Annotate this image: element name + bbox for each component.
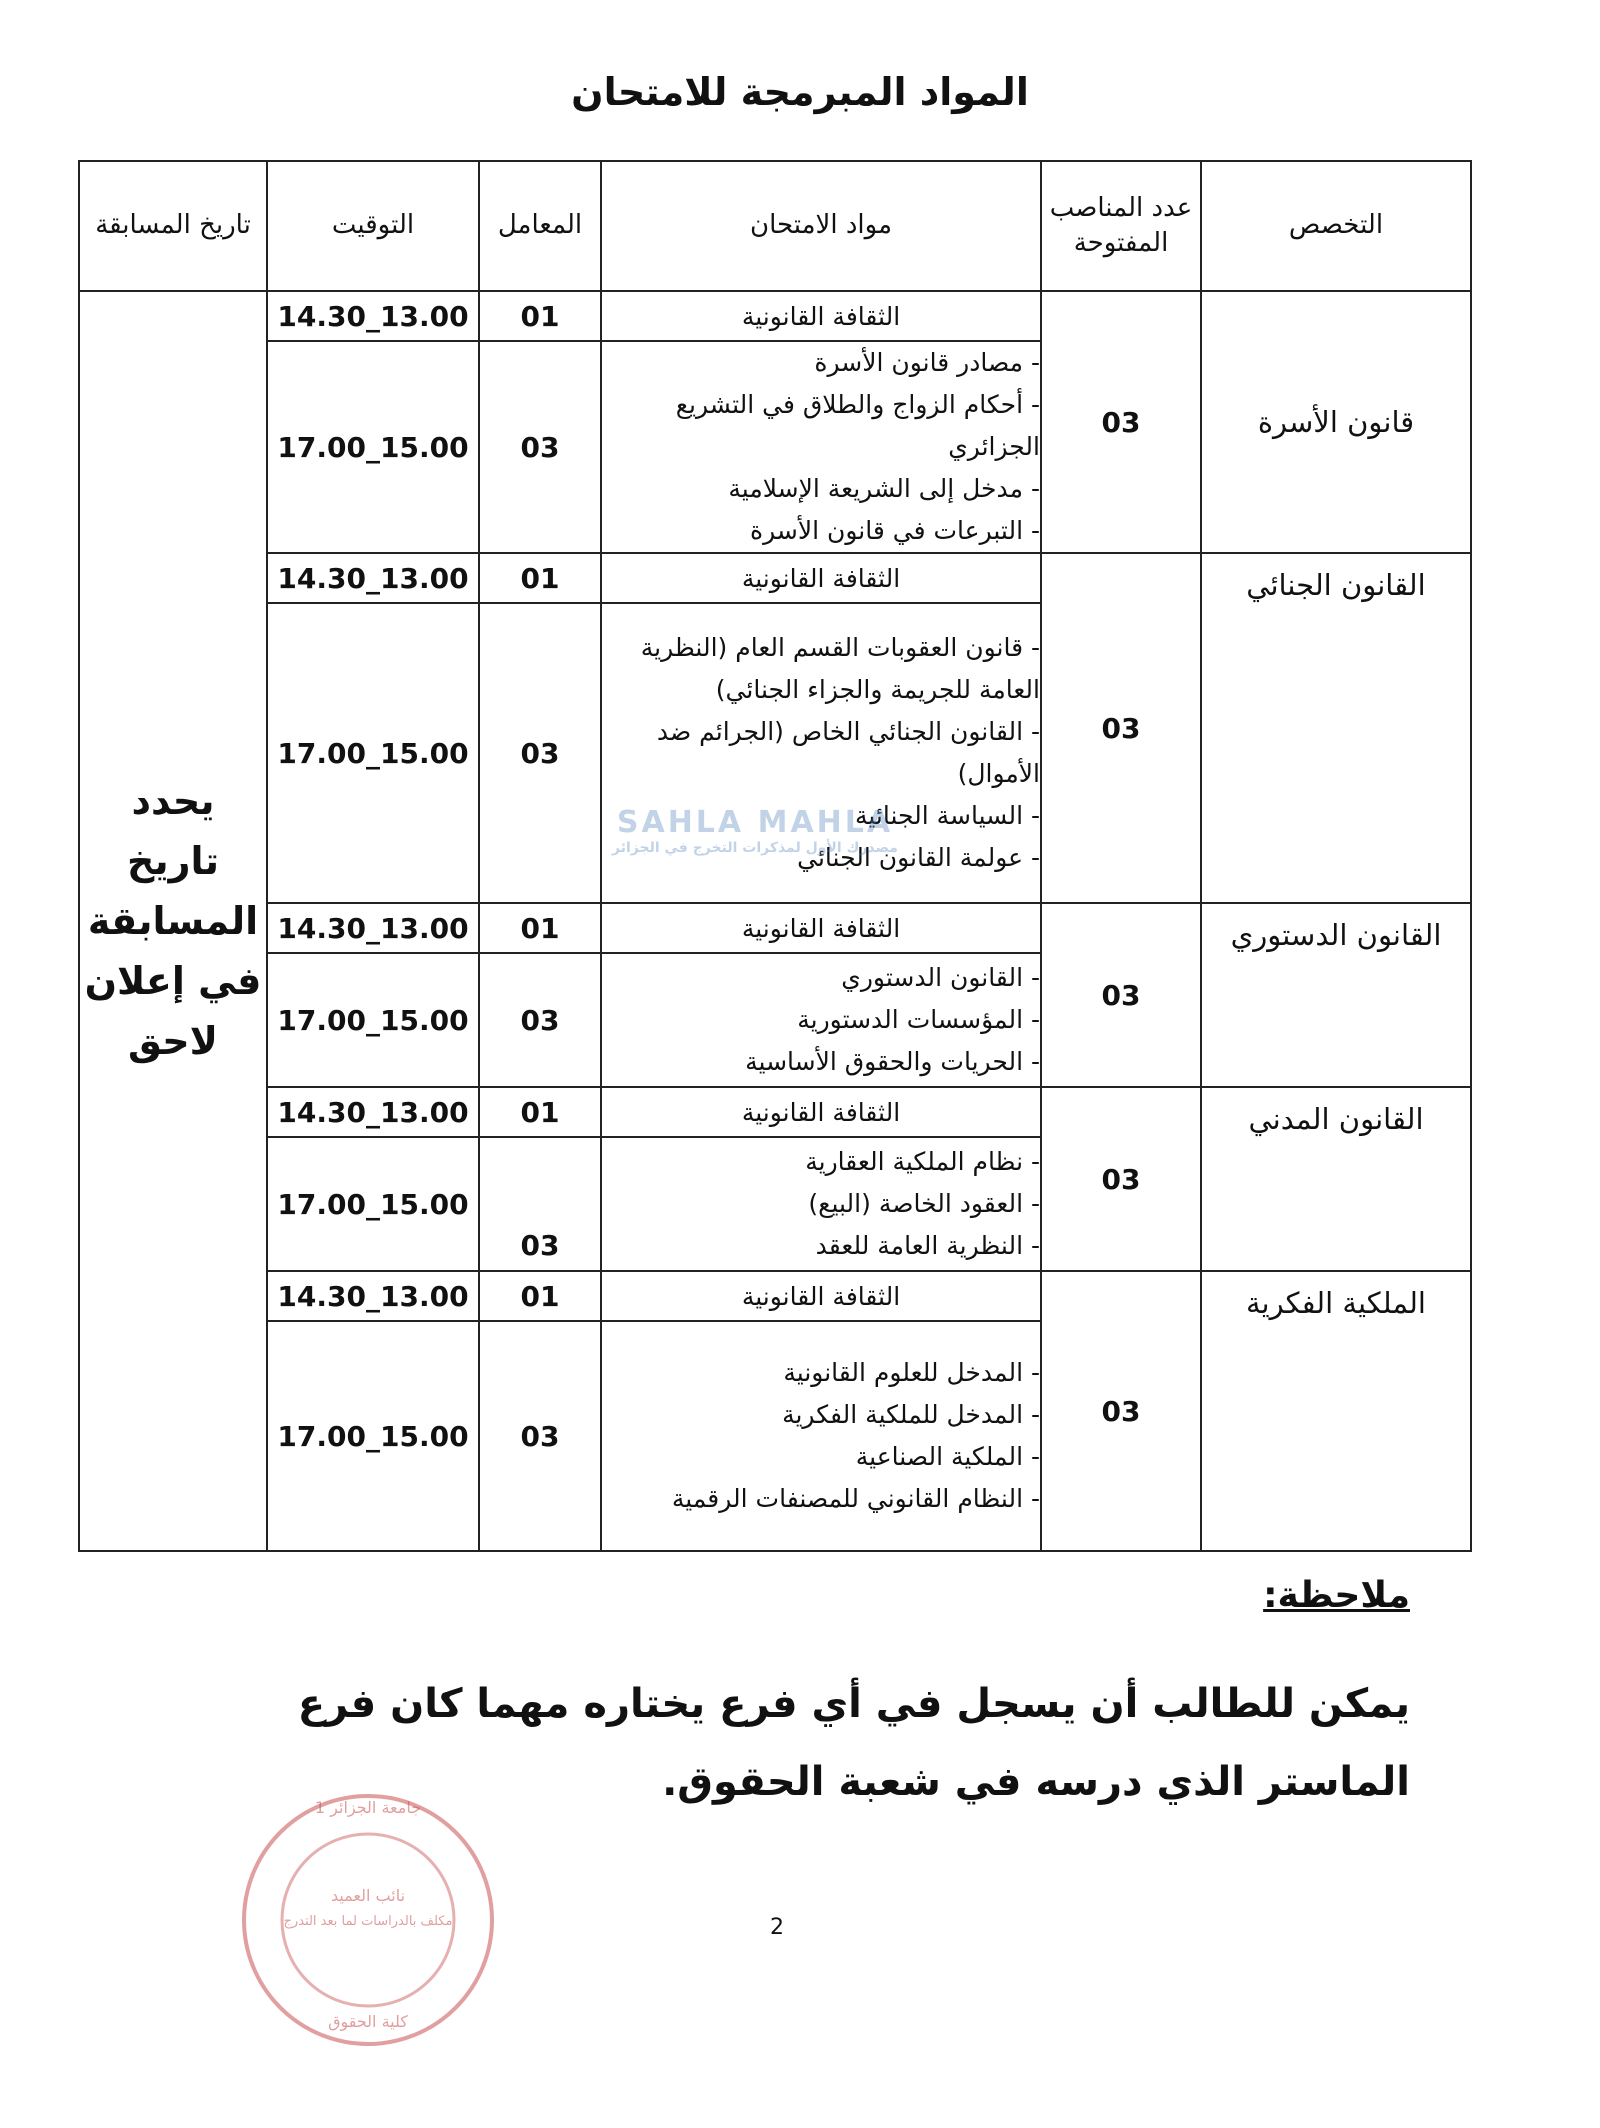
table-row xyxy=(79,291,1471,341)
specialty-cell: القانون الجنائي xyxy=(1201,553,1471,903)
list-item: - النظام القانوني للمصنفات الرقمية xyxy=(602,1478,1040,1520)
note-label: ملاحظة: xyxy=(1263,1575,1410,1616)
list-item: - الحريات والحقوق الأساسية xyxy=(602,1041,1040,1083)
posts-cell: 03 xyxy=(1041,903,1201,1087)
watermark xyxy=(590,805,920,856)
stamp-text: مكلف بالدراسات لما بعد التدرج xyxy=(283,1914,453,1929)
page-number: 2 xyxy=(770,1915,784,1940)
list-item: - السياسة الجنائية xyxy=(602,795,1040,837)
coef-cell: 01 xyxy=(479,553,601,603)
list-item: - مدخل إلى الشريعة الإسلامية xyxy=(602,468,1040,510)
common-subject-cell: الثقافة القانونية xyxy=(601,1087,1041,1137)
posts-cell: 03 xyxy=(1041,1271,1201,1551)
common-subject-cell: الثقافة القانونية xyxy=(601,553,1041,603)
time-cell: 14.30_13.00 xyxy=(267,1087,479,1137)
time-cell: 17.00_15.00 xyxy=(267,1321,479,1551)
stamp-text: جامعة الجزائر 1 xyxy=(314,1798,422,1817)
exam-table xyxy=(78,160,1472,1552)
table-row xyxy=(79,903,1471,953)
note-text: يمكن للطالب أن يسجل في أي فرع يختاره مهما كان فرع الماستر الذي درسه في شعبة الحقوق. xyxy=(297,1681,1410,1805)
coef-cell: 01 xyxy=(479,1271,601,1321)
list-item: - القانون الدستوري xyxy=(602,957,1040,999)
time-cell: 17.00_15.00 xyxy=(267,953,479,1087)
common-subject-cell: الثقافة القانونية xyxy=(601,903,1041,953)
time-cell: 17.00_15.00 xyxy=(267,341,479,553)
list-item: - القانون الجنائي الخاص (الجرائم ضد الأموال) xyxy=(602,711,1040,795)
header-coefficient: المعامل xyxy=(479,161,601,291)
table-row xyxy=(79,553,1471,603)
subject-list-cell xyxy=(601,603,1041,903)
page-title: المواد المبرمجة للامتحان xyxy=(571,70,1029,114)
list-item: - التبرعات في قانون الأسرة xyxy=(602,510,1040,552)
header-specialty: التخصص xyxy=(1201,161,1471,291)
posts-cell: 03 xyxy=(1041,291,1201,553)
header-date: تاريخ المسابقة xyxy=(79,161,267,291)
header-timing: التوقيت xyxy=(267,161,479,291)
coef-cell: 03 xyxy=(479,341,601,553)
time-cell: 14.30_13.00 xyxy=(267,1271,479,1321)
time-cell: 14.30_13.00 xyxy=(267,291,479,341)
coef-cell: 03 xyxy=(479,953,601,1087)
list-item: - المدخل للملكية الفكرية xyxy=(602,1394,1040,1436)
coef-cell: 03 xyxy=(479,1321,601,1551)
watermark-subtitle: مصدرك الأول لمذكرات التخرج في الجزائر xyxy=(612,840,898,856)
common-subject-cell: الثقافة القانونية xyxy=(601,1271,1041,1321)
list-item: - الملكية الصناعية xyxy=(602,1436,1040,1478)
list-item: - المدخل للعلوم القانونية xyxy=(602,1352,1040,1394)
list-item: - مصادر قانون الأسرة xyxy=(602,342,1040,384)
subject-list-cell xyxy=(601,1137,1041,1271)
time-cell: 17.00_15.00 xyxy=(267,603,479,903)
header-open-posts: عدد المناصب المفتوحة xyxy=(1041,161,1201,291)
coef-cell: 03 xyxy=(479,603,601,903)
time-cell: 17.00_15.00 xyxy=(267,1137,479,1271)
table-row xyxy=(79,1087,1471,1137)
common-subject-cell: الثقافة القانونية xyxy=(601,291,1041,341)
posts-cell: 03 xyxy=(1041,553,1201,903)
coef-cell: 01 xyxy=(479,903,601,953)
university-stamp xyxy=(238,1790,498,2050)
specialty-cell: الملكية الفكرية xyxy=(1201,1271,1471,1551)
subject-list-cell xyxy=(601,341,1041,553)
subject-list-cell xyxy=(601,953,1041,1087)
coef-cell: 01 xyxy=(479,1087,601,1137)
list-item: - العقود الخاصة (البيع) xyxy=(602,1183,1040,1225)
stamp-text: نائب العميد xyxy=(330,1886,406,1905)
table-header-row xyxy=(79,161,1471,291)
specialty-cell: قانون الأسرة xyxy=(1201,291,1471,553)
header-subjects: مواد الامتحان xyxy=(601,161,1041,291)
coef-cell: 03 xyxy=(479,1137,601,1271)
list-item: - قانون العقوبات القسم العام (النظرية العامة للجريمة والجزاء الجنائي) xyxy=(602,627,1040,711)
stamp-text: كلية الحقوق xyxy=(328,2012,408,2031)
table-row xyxy=(79,1271,1471,1321)
posts-cell: 03 xyxy=(1041,1087,1201,1271)
list-item: - نظام الملكية العقارية xyxy=(602,1141,1040,1183)
subject-list-cell xyxy=(601,1321,1041,1551)
specialty-cell: القانون الدستوري xyxy=(1201,903,1471,1087)
list-item: - أحكام الزواج والطلاق في التشريع الجزائري xyxy=(602,384,1040,468)
list-item: - المؤسسات الدستورية xyxy=(602,999,1040,1041)
list-item: - النظرية العامة للعقد xyxy=(602,1225,1040,1267)
list-item: - عولمة القانون الجنائي xyxy=(602,837,1040,879)
time-cell: 14.30_13.00 xyxy=(267,553,479,603)
date-cell: يحدد تاريخ المسابقة في إعلان لاحق xyxy=(79,291,267,1551)
coef-cell: 01 xyxy=(479,291,601,341)
watermark-name: SAHLA MAHLA xyxy=(616,805,894,840)
time-cell: 14.30_13.00 xyxy=(267,903,479,953)
specialty-cell: القانون المدني xyxy=(1201,1087,1471,1271)
